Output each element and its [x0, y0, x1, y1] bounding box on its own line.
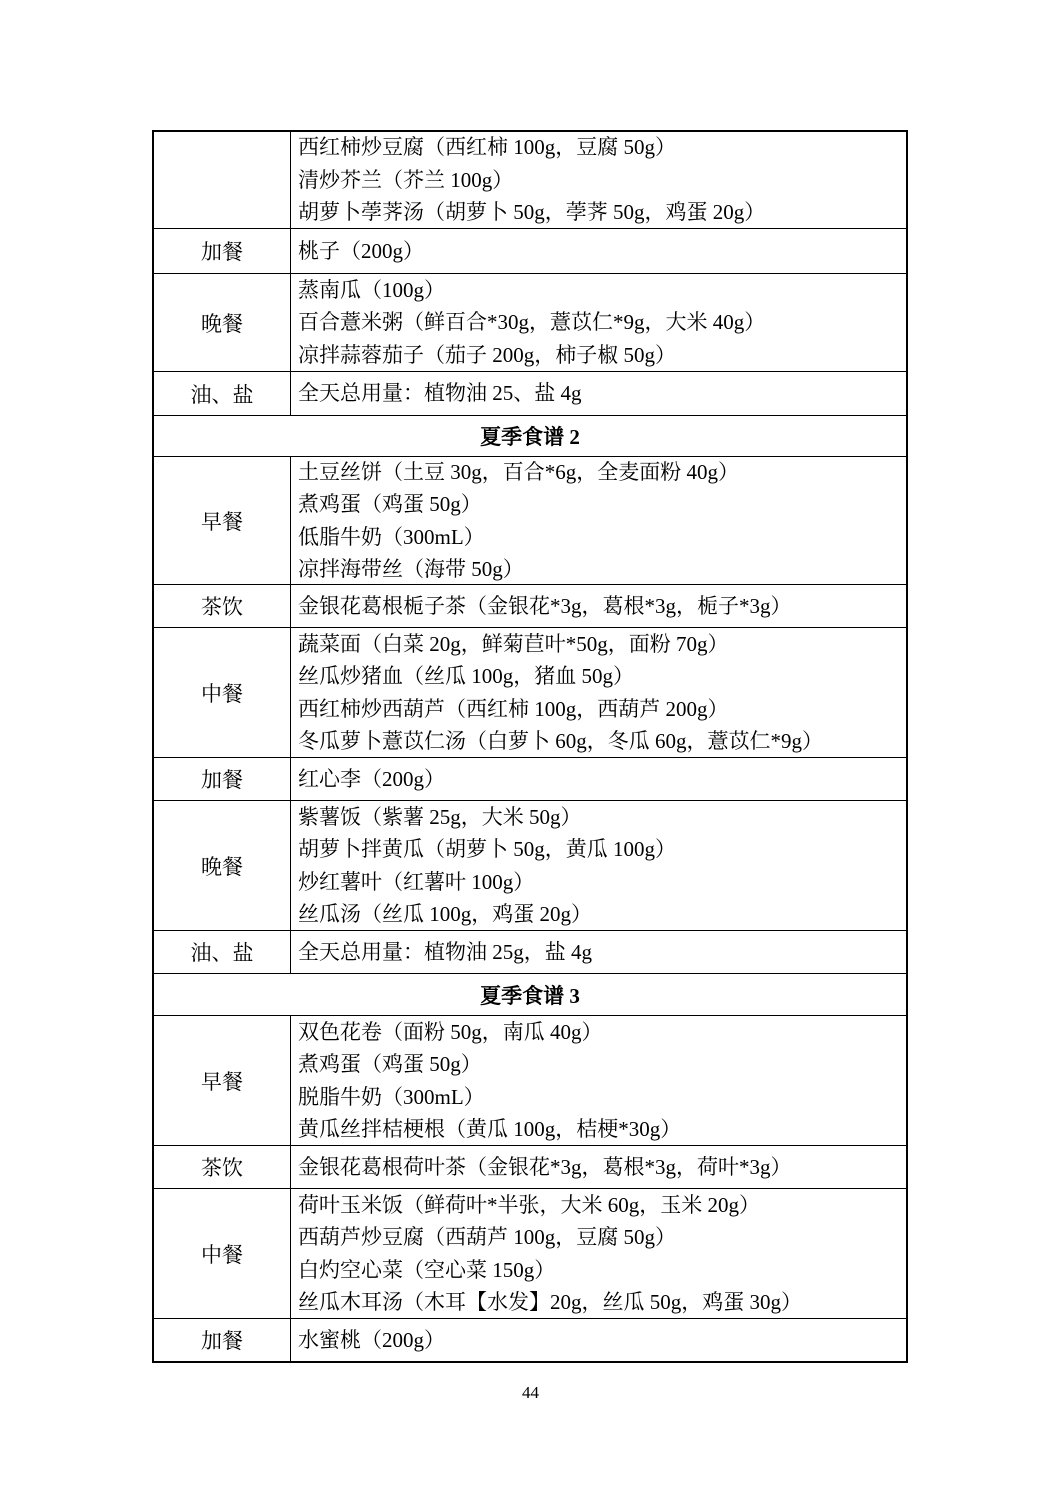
dish-line: 丝瓜炒猪血（丝瓜 100g，猪血 50g）	[298, 664, 634, 689]
dish-line: 低脂牛奶（300mL）	[298, 524, 485, 549]
dish-line: 双色花卷（面粉 50g，南瓜 40g）	[298, 1019, 603, 1044]
dish-line: 胡萝卜拌黄瓜（胡萝卜 50g，黄瓜 100g）	[298, 837, 676, 862]
page-number: 44	[522, 1383, 539, 1402]
table-row	[154, 585, 906, 628]
table-row	[154, 229, 906, 274]
table-row	[154, 628, 906, 758]
dish-line: 冬瓜萝卜薏苡仁汤（白萝卜 60g，冬瓜 60g，薏苡仁*9g）	[298, 728, 823, 753]
table-row	[154, 132, 906, 229]
dish-line: 煮鸡蛋（鸡蛋 50g）	[298, 492, 482, 517]
dish-line: 百合薏米粥（鲜百合*30g，薏苡仁*9g，大米 40g）	[298, 310, 766, 335]
dish-line: 金银花葛根荷叶茶（金银花*3g，葛根*3g，荷叶*3g）	[298, 1154, 792, 1179]
dish-line: 丝瓜木耳汤（木耳【水发】20g，丝瓜 50g，鸡蛋 30g）	[298, 1289, 802, 1314]
section-title: 夏季食谱 3	[480, 983, 580, 1008]
dish-list-cell	[291, 931, 906, 973]
dish-line: 蒸南瓜（100g）	[298, 277, 445, 302]
meal-label: 油、盐	[154, 931, 291, 973]
section-header-row	[154, 974, 906, 1016]
meal-label: 中餐	[154, 628, 291, 757]
meal-label: 晚餐	[154, 801, 291, 930]
meal-label: 早餐	[154, 1016, 291, 1145]
dish-line: 西葫芦炒豆腐（西葫芦 100g，豆腐 50g）	[298, 1225, 676, 1250]
meal-label: 早餐	[154, 457, 291, 584]
dish-line: 胡萝卜荸荠汤（胡萝卜 50g，荸荠 50g，鸡蛋 20g）	[298, 200, 766, 225]
section-header-row	[154, 416, 906, 457]
meal-label: 晚餐	[154, 274, 291, 371]
dish-line: 丝瓜汤（丝瓜 100g，鸡蛋 20g）	[298, 901, 592, 926]
meal-label	[154, 132, 291, 228]
dish-line: 土豆丝饼（土豆 30g，百合*6g，全麦面粉 40g）	[298, 459, 739, 484]
meal-plan-table	[152, 130, 908, 1363]
table-row	[154, 758, 906, 801]
table-row	[154, 274, 906, 372]
dish-line: 全天总用量：植物油 25、盐 4g	[298, 381, 582, 406]
table-row	[154, 1146, 906, 1189]
dish-line: 煮鸡蛋（鸡蛋 50g）	[298, 1052, 482, 1077]
dish-line: 白灼空心菜（空心菜 150g）	[298, 1257, 556, 1282]
dish-list-cell	[291, 801, 906, 930]
table-row	[154, 1016, 906, 1146]
dish-list-cell	[291, 1016, 906, 1145]
dish-list-cell	[291, 274, 906, 371]
meal-label: 油、盐	[154, 372, 291, 415]
dish-line: 西红柿炒豆腐（西红柿 100g，豆腐 50g）	[298, 135, 676, 160]
dish-line: 清炒芥兰（芥兰 100g）	[298, 167, 514, 192]
dish-line: 荷叶玉米饭（鲜荷叶*半张，大米 60g，玉米 20g）	[298, 1192, 760, 1217]
dish-list-cell	[291, 1189, 906, 1318]
table-row	[154, 1319, 906, 1361]
dish-list-cell	[291, 1319, 906, 1361]
dish-list-cell	[291, 132, 906, 228]
dish-list-cell	[291, 229, 906, 273]
table-row	[154, 801, 906, 931]
dish-list-cell	[291, 585, 906, 627]
dish-list-cell	[291, 628, 906, 757]
meal-label: 加餐	[154, 1319, 291, 1361]
table-row	[154, 457, 906, 585]
dish-list-cell	[291, 372, 906, 415]
dish-line: 红心李（200g）	[298, 766, 445, 791]
dish-list-cell	[291, 457, 906, 584]
dish-line: 炒红薯叶（红薯叶 100g）	[298, 869, 535, 894]
table-row	[154, 1189, 906, 1319]
meal-label: 中餐	[154, 1189, 291, 1318]
table-row	[154, 372, 906, 416]
dish-line: 水蜜桃（200g）	[298, 1327, 445, 1352]
dish-line: 凉拌海带丝（海带 50g）	[298, 556, 524, 581]
section-title: 夏季食谱 2	[480, 425, 580, 449]
meal-label: 茶饮	[154, 1146, 291, 1188]
meal-label: 加餐	[154, 758, 291, 800]
dish-line: 全天总用量：植物油 25g，盐 4g	[298, 939, 592, 964]
meal-label: 茶饮	[154, 585, 291, 627]
dish-line: 紫薯饭（紫薯 25g，大米 50g）	[298, 804, 582, 829]
dish-line: 金银花葛根栀子茶（金银花*3g，葛根*3g，栀子*3g）	[298, 593, 792, 618]
dish-line: 脱脂牛奶（300mL）	[298, 1084, 485, 1109]
dish-line: 黄瓜丝拌桔梗根（黄瓜 100g，桔梗*30g）	[298, 1116, 682, 1141]
dish-line: 桃子（200g）	[298, 238, 424, 263]
dish-line: 凉拌蒜蓉茄子（茄子 200g，柿子椒 50g）	[298, 342, 676, 367]
dish-line: 蔬菜面（白菜 20g，鲜菊苣叶*50g，面粉 70g）	[298, 631, 729, 656]
dish-list-cell	[291, 758, 906, 800]
dish-list-cell	[291, 1146, 906, 1188]
meal-label: 加餐	[154, 229, 291, 273]
table-row	[154, 931, 906, 974]
dish-line: 西红柿炒西葫芦（西红柿 100g，西葫芦 200g）	[298, 696, 729, 721]
